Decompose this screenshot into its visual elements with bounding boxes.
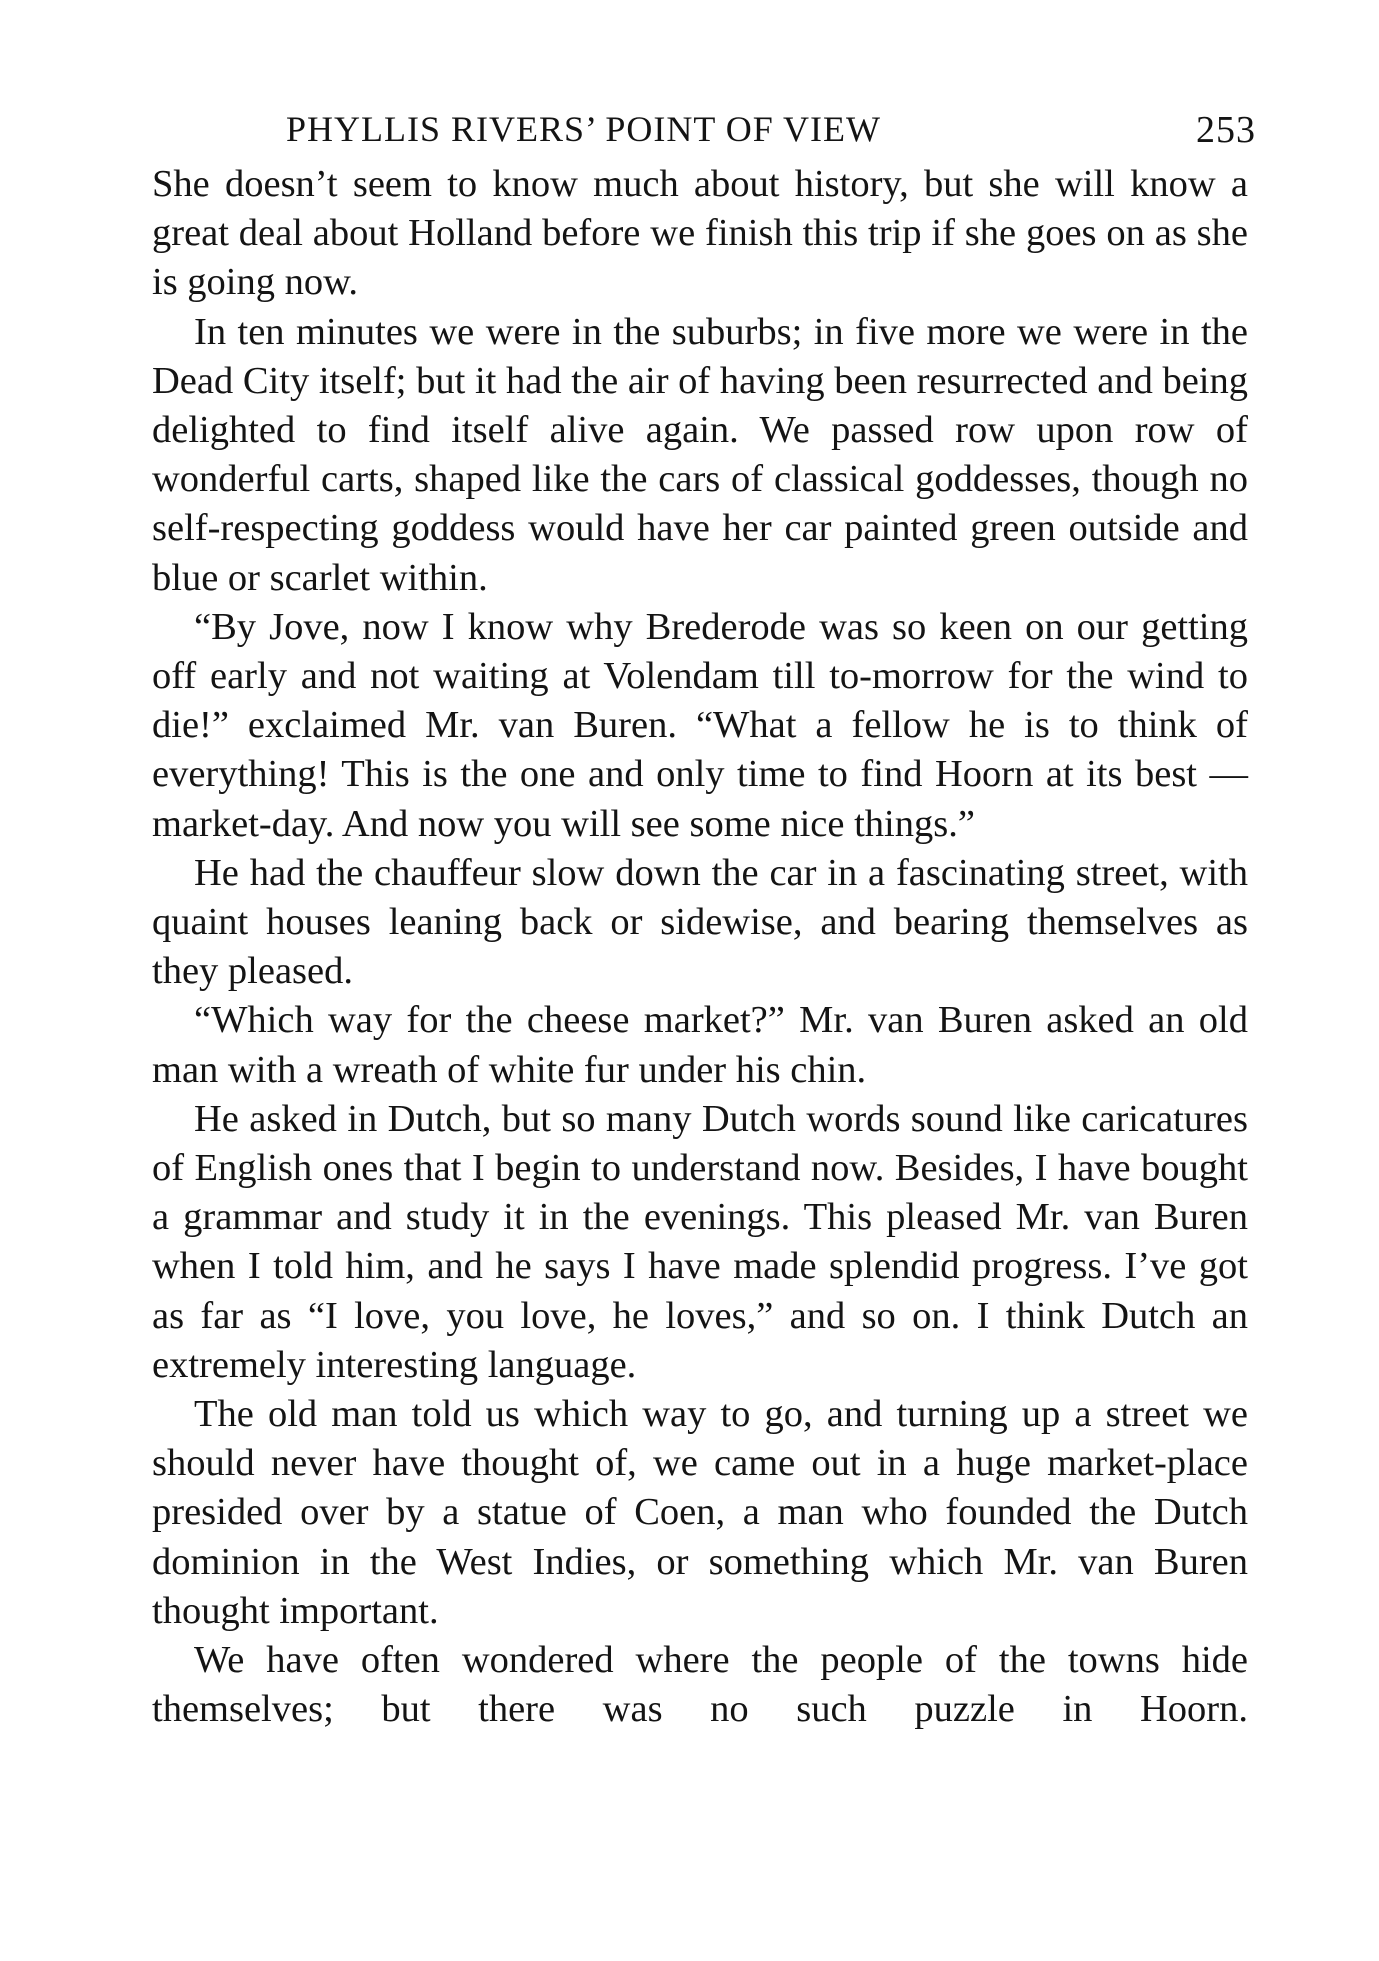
paragraph: The old man told us which way to go, and turning up a street we should never have thought of, we came out in a huge market-place presided over by a statue of Coen, a man who founded the Dutch dominion in the West Indies, or something which Mr. van Buren thought important.	[152, 1393, 1248, 1632]
paragraph: “By Jove, now I know why Brederode was so keen on our getting off early and not waiting at Volendam till to-morrow for the wind to die!” exclaimed Mr. van Buren. “What a fellow he is to think of everything! This is the one and only time to find Hoorn at its best — market-day. And now you will see some nice things.”	[152, 605, 1248, 845]
paragraph: He had the chauffeur slow down the car in a fascinating street, with quaint houses leaning back or sidewise, and bearing themselves as they pleased.	[152, 851, 1248, 993]
paragraph: “Which way for the cheese market?” Mr. van Buren asked an old man with a wreath of white fur under his chin.	[152, 999, 1248, 1091]
running-head	[152, 108, 1256, 160]
paragraph: She doesn’t seem to know much about history, but she will know a great deal about Holland before we finish this trip if she goes on as she is going now.	[152, 163, 1248, 304]
running-title: PHYLLIS RIVERS’ POINT OF VIEW	[286, 109, 882, 149]
book-page	[152, 108, 1256, 1735]
body-text	[152, 160, 1248, 1735]
paragraph: We have often wondered where the people of the towns hide themselves; but there was no such puzzle in Hoorn.	[152, 1639, 1248, 1731]
paragraph: In ten minutes we were in the suburbs; in five more we were in the Dead City itself; but it had the air of having been resurrected and being delighted to find itself alive again. We passed row upon row of wonderful carts, shaped like the cars of classical goddesses, though no self-respecting goddess would have her car painted green outside and blue or scarlet within.	[152, 310, 1248, 599]
paragraph: He asked in Dutch, but so many Dutch words sound like caricatures of English ones that I begin to understand now. Besides, I have bought a grammar and study it in the evenings. This pleased Mr. van Buren when I told him, and he says I have made splendid progress. I’ve got as far as “I love, you love, he loves,” and so on. I think Dutch an extremely interesting language.	[152, 1097, 1248, 1386]
page-number: 253	[1196, 109, 1256, 151]
